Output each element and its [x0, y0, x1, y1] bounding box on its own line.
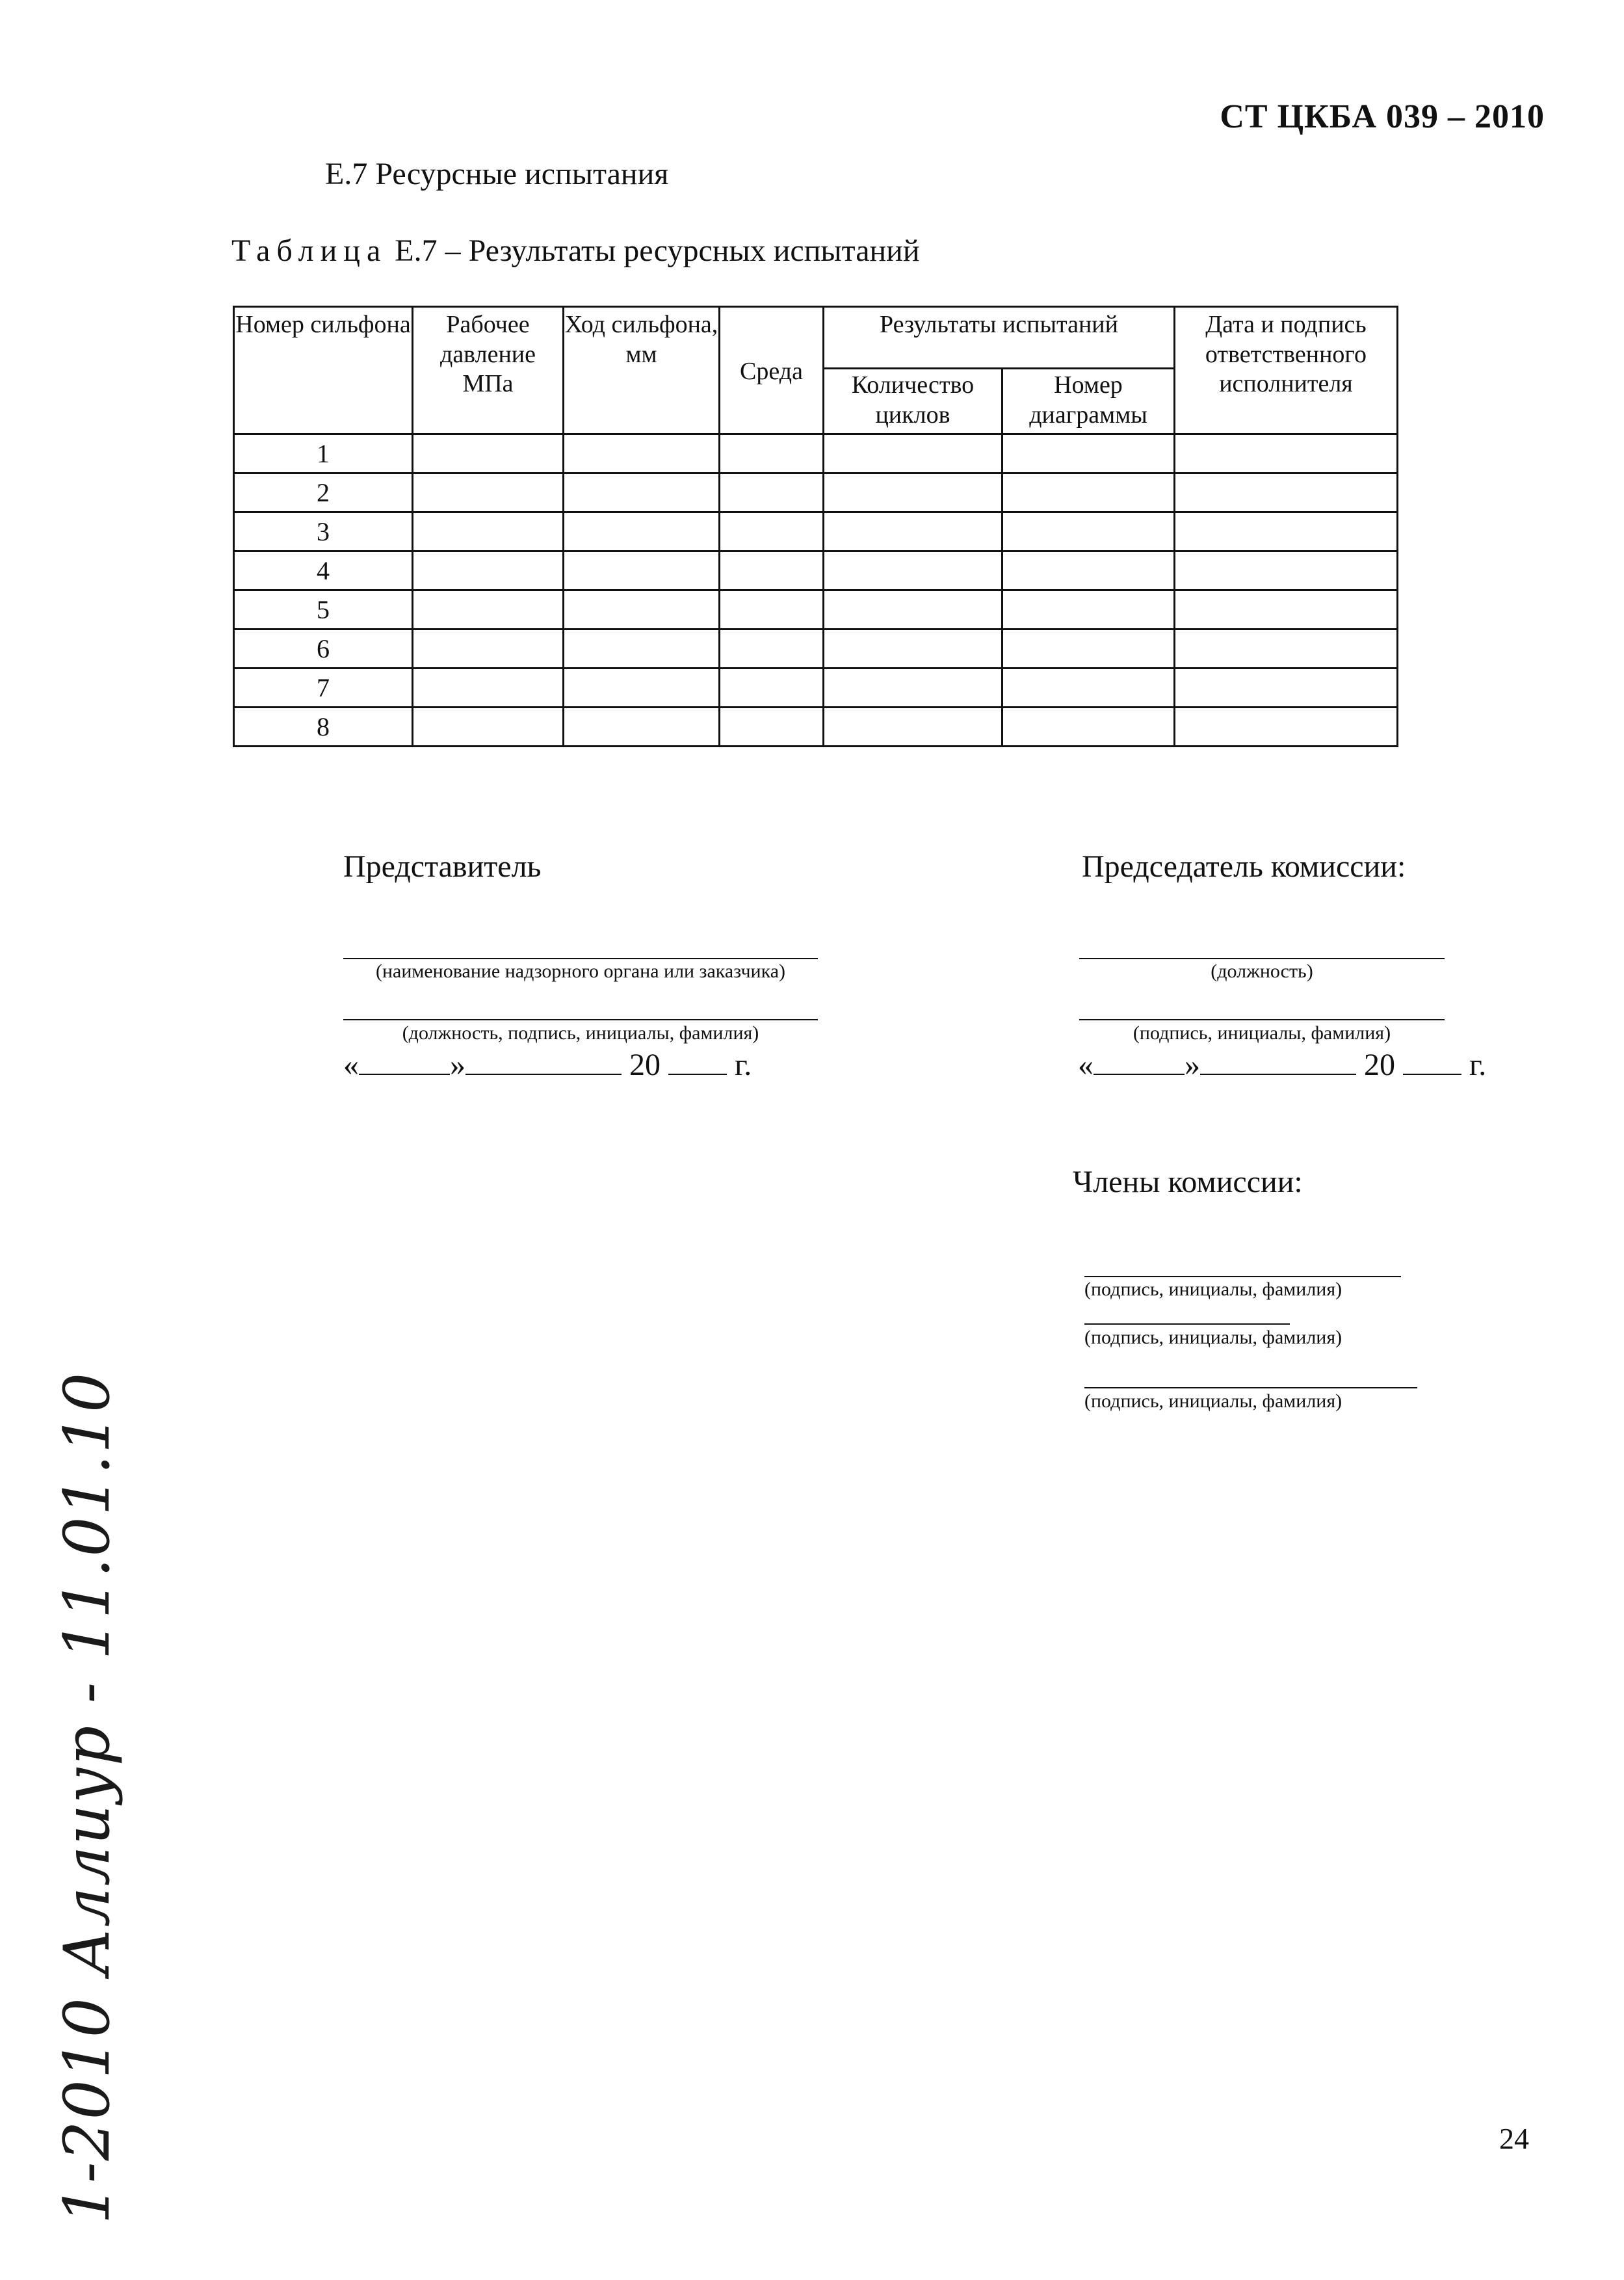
cell-diagram [1002, 473, 1175, 512]
chairman-heading: Председатель комиссии: [1082, 849, 1406, 884]
year-blank[interactable] [668, 1050, 727, 1075]
cell-pressure [413, 551, 564, 590]
day-blank[interactable] [1094, 1050, 1185, 1075]
member-signature-line-2[interactable] [1084, 1323, 1290, 1325]
cell-cycles [824, 669, 1002, 708]
date-quote-open: « [1078, 1048, 1094, 1082]
supervisory-body-line[interactable] [343, 958, 818, 959]
chairman-position-caption: (должность) [1211, 961, 1313, 982]
cell-pressure [413, 708, 564, 747]
chairman-position-line[interactable] [1079, 958, 1445, 959]
day-blank[interactable] [359, 1050, 450, 1075]
row-number: 6 [234, 630, 413, 669]
cell-pressure [413, 630, 564, 669]
cell-medium [720, 551, 824, 590]
chairman-signature-line[interactable] [1079, 1019, 1445, 1020]
month-blank[interactable] [465, 1050, 622, 1075]
cell-signature [1175, 708, 1398, 747]
representative-heading: Представитель [343, 849, 542, 884]
year-blank[interactable] [1403, 1050, 1461, 1075]
cell-diagram [1002, 512, 1175, 551]
date-quote-close: » [450, 1048, 465, 1082]
cell-stroke [564, 590, 720, 630]
table-row [234, 630, 1398, 669]
cell-cycles [824, 551, 1002, 590]
member-signature-line-1[interactable] [1084, 1276, 1401, 1277]
row-number: 4 [234, 551, 413, 590]
cell-signature [1175, 630, 1398, 669]
chairman-signature-caption: (подпись, инициалы, фамилия) [1133, 1022, 1391, 1044]
table-row [234, 708, 1398, 747]
cell-medium [720, 669, 824, 708]
cell-medium [720, 473, 824, 512]
cell-pressure [413, 512, 564, 551]
table-row [234, 473, 1398, 512]
representative-date [343, 1047, 752, 1083]
cell-medium [720, 434, 824, 473]
cell-diagram [1002, 590, 1175, 630]
header-bellows-number: Номер сильфона [234, 307, 413, 434]
supervisory-body-caption: (наименование надзорного органа или заказчика) [375, 961, 786, 982]
page-number: 24 [1499, 2122, 1529, 2155]
representative-signature-caption: (должность, подпись, инициалы, фамилия) [402, 1022, 759, 1044]
table-caption-text: Е.7 – Результаты ресурсных испытаний [387, 233, 920, 268]
cell-stroke [564, 473, 720, 512]
header-test-results: Результаты испытаний [824, 307, 1175, 369]
cell-diagram [1002, 551, 1175, 590]
row-number: 8 [234, 708, 413, 747]
cell-signature [1175, 434, 1398, 473]
cell-cycles [824, 512, 1002, 551]
handwritten-note: 1-2010 Аллиур - 11.01.10 [51, 1371, 124, 2224]
row-number: 1 [234, 434, 413, 473]
date-quote-open: « [343, 1048, 359, 1082]
cell-signature [1175, 512, 1398, 551]
cell-medium [720, 512, 824, 551]
member-signature-caption-1: (подпись, инициалы, фамилия) [1084, 1279, 1342, 1300]
year-suffix: г. [1469, 1048, 1487, 1082]
cell-cycles [824, 590, 1002, 630]
cell-cycles [824, 708, 1002, 747]
month-blank[interactable] [1200, 1050, 1356, 1075]
representative-signature-line[interactable] [343, 1019, 818, 1020]
row-number: 3 [234, 512, 413, 551]
cell-signature [1175, 473, 1398, 512]
table-caption [231, 233, 920, 269]
cell-stroke [564, 434, 720, 473]
cell-signature [1175, 551, 1398, 590]
member-signature-caption-3: (подпись, инициалы, фамилия) [1084, 1390, 1342, 1412]
header-bellows-stroke: Ход сильфона, мм [564, 307, 720, 434]
year-prefix: 20 [1364, 1048, 1395, 1082]
document-code: СТ ЦКБА 039 – 2010 [1220, 98, 1545, 135]
chairman-date [1078, 1047, 1486, 1083]
member-signature-caption-2: (подпись, инициалы, фамилия) [1084, 1327, 1342, 1348]
table-row [234, 512, 1398, 551]
row-number: 7 [234, 669, 413, 708]
date-quote-close: » [1185, 1048, 1200, 1082]
table-row [234, 590, 1398, 630]
row-number: 5 [234, 590, 413, 630]
results-table [233, 306, 1398, 747]
cell-stroke [564, 630, 720, 669]
cell-medium [720, 630, 824, 669]
header-diagram-number: Номер диаграммы [1002, 369, 1175, 434]
cell-stroke [564, 551, 720, 590]
cell-stroke [564, 708, 720, 747]
cell-stroke [564, 512, 720, 551]
header-working-pressure: Рабочее давление МПа [413, 307, 564, 434]
cell-medium [720, 708, 824, 747]
cell-stroke [564, 669, 720, 708]
members-heading: Члены комиссии: [1073, 1165, 1303, 1199]
cell-signature [1175, 590, 1398, 630]
cell-cycles [824, 630, 1002, 669]
table-row [234, 434, 1398, 473]
year-suffix: г. [735, 1048, 752, 1082]
cell-diagram [1002, 708, 1175, 747]
cell-diagram [1002, 434, 1175, 473]
table-row [234, 669, 1398, 708]
cell-pressure [413, 434, 564, 473]
table-row [234, 551, 1398, 590]
header-cycle-count: Количество циклов [824, 369, 1002, 434]
cell-pressure [413, 590, 564, 630]
cell-pressure [413, 473, 564, 512]
cell-cycles [824, 473, 1002, 512]
section-title: Е.7 Ресурсные испытания [325, 157, 669, 191]
header-date-signature: Дата и подпись ответственного исполнителя [1175, 307, 1398, 434]
header-medium: Среда [720, 307, 824, 434]
cell-medium [720, 590, 824, 630]
cell-signature [1175, 669, 1398, 708]
cell-diagram [1002, 669, 1175, 708]
row-number: 2 [234, 473, 413, 512]
cell-diagram [1002, 630, 1175, 669]
member-signature-line-3[interactable] [1084, 1387, 1417, 1388]
cell-pressure [413, 669, 564, 708]
cell-cycles [824, 434, 1002, 473]
table-caption-prefix: Таблица [231, 233, 387, 268]
year-prefix: 20 [629, 1048, 661, 1082]
